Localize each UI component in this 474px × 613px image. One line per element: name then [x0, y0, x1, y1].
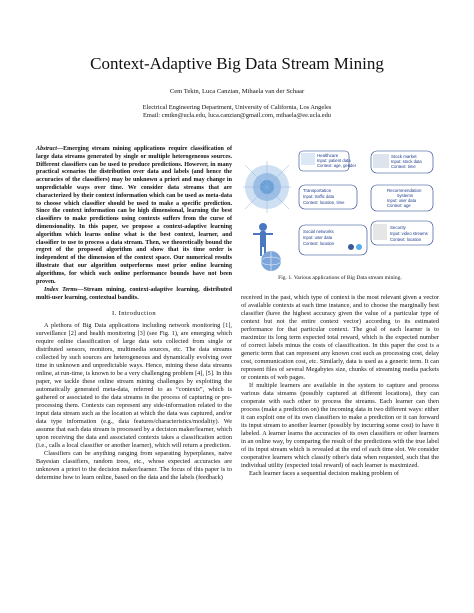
- security-box: [371, 221, 433, 245]
- social-networks-title: Social networks: [303, 229, 334, 234]
- healthcare-title: Healthcare: [317, 153, 339, 158]
- social-networks-box: [299, 225, 367, 255]
- right-paragraph-3: Each learner faces a sequential decision making problem of: [249, 470, 400, 477]
- healthcare-context: Context: age, gender: [317, 163, 357, 168]
- author-emails: Email: cmtkn@ucla.edu, luca.canzian@gmail.com, mihaela@ee.ucla.edu: [143, 112, 331, 119]
- affiliation: Electrical Engineering Department, University of California, Los Angeles: [142, 104, 332, 111]
- index-terms: [36, 287, 232, 303]
- index-terms-text: —Stream mining, context-adaptive learning, distributed multi-user learning, contextual bandits.: [36, 287, 233, 302]
- recommendation-box: [371, 185, 433, 211]
- index-terms-label: Index Terms: [44, 287, 78, 294]
- affiliation-block: [0, 104, 474, 120]
- abstract-text: —Emerging stream mining applications require classification of large data streams generated by single or multiple heterogeneous sources. Different classifiers can be used to produce predictions. However, in many practical scenarios the distribution over data and labels (and hence the accuracies of the classifiers) may be unknown a priori and may change in unpredictable ways over time. We consider data streams that are characterized by their context information which can be used as meta-data to choose which classifier should be used to make a specific prediction. Since the context information can be high dimensional, learning the best classifiers to make predictions using contexts suffers from the curse of dimensionality. In this paper, we propose a context-adaptive learning algorithm which learns online what is the best context, learner, and classifier to use to process a data stream. Then, we theoretically bound the regret of the proposed algorithm and show that its time order is independent of the dimension of the context space. Our numerical results illustrate that our algorithm outperforms most prior online learning algorithms, for which such online performance bounds have not been proven.: [36, 146, 232, 285]
- section-heading-introduction: I. Introduction: [111, 309, 157, 317]
- figure-1-caption: Fig. 1. Various applications of Big Data stream mining.: [278, 275, 402, 281]
- stock-market-box: [371, 151, 433, 173]
- paper-authors: Cem Tekin, Luca Canzian, Mihaela van der Schaar: [169, 88, 305, 95]
- transportation-context: Context: location, time: [303, 200, 345, 205]
- intro-paragraph-2: Classifiers can be anything ranging from separating hyperplanes, naive Bayesian classifiers, random trees, etc., whose expected accuracies are unknown a priori to the decision maker/learner. The focus of this paper is to determine how to learn online, based on the data and the labels (feedback): [36, 449, 232, 481]
- transportation-input: Input: traffic data: [303, 194, 335, 199]
- transportation-box: [299, 185, 357, 209]
- security-title: Security: [390, 225, 406, 230]
- transportation-title: Transportation: [303, 188, 332, 193]
- recommendation-input: Input: user data: [387, 198, 417, 203]
- paper-title: Context-Adaptive Big Data Stream Mining: [90, 54, 384, 73]
- figure-1: [241, 147, 439, 274]
- left-column: [36, 146, 232, 482]
- right-paragraph-2: If multiple learners are available in the system to capture and process various data streams (possibly captured at different locations), they can cooperate with each other to process the streams. Each learner can then process (make a prediction on) the incoming data in two different ways: either it can exploit one of its own classifiers to make a prediction or it can forward its input stream to another learner (possibly by incurring some cost) to have it labeled. A learner learns the accuracies of its own classifiers or other learners in an online way, by comparing the result of the predictions with the true label of its input stream which is revealed at the end of each time slot. We consider cooperative learners which classify other's data when requested, such that the individual utility (expected total reward) of each learner is maximized.: [241, 382, 439, 469]
- abstract-label: Abstract: [36, 146, 57, 152]
- social-networks-input: Input: user data: [303, 235, 333, 240]
- right-column: [241, 294, 439, 478]
- figure-1-diagram: [241, 147, 439, 274]
- intro-paragraph-1: A plethora of Big Data applications including network monitoring [1], surveillance [2] and health monitoring [3] (see Fig. 1), are emerging which require online classification of large data sets collected from single or distributed sensors, monitors, multimedia sources, etc. The data streams collected by such sources are heterogeneous and dynamically evolving over time in unknown and unpredictable ways. Hence, mining these data streams online, at run-time, is known to be a very challenging problem [4], [5]. In this paper, we tackle these online stream mining challenges by exploiting the automatically generated meta-data, referred to as “contexts”, which is gathered or associated to the data streams in the process of capturing or pre-processing them. Contexts can represent any side-information related to the input data stream such as the location at which the data was captured, and/or data type information (e.g., data features/characteristics/modality). We assume that each data stream is processed by a decision maker/learner, which upon receiving the data and associated contexts takes a classification action (i.e., calls a local classifier or another learner), which will return a prediction.: [36, 321, 232, 449]
- stock-market-input: Input: stock data: [391, 159, 422, 164]
- stock-market-title: Stock market: [391, 154, 417, 159]
- security-context: Context: location: [390, 237, 422, 242]
- recommendation-title-2: systems: [397, 193, 414, 198]
- stock-market-context: Context: time: [391, 164, 416, 169]
- right-paragraph-1: received in the past, which type of context is the most relevant given a vector of available contexts at each time instance, and to choose the marginally best classifier (have the highest accuracy given the value of a particular type of context but not the entire context vector) according to its estimated performance for that particular context. The goal of each learner is to maximize its long term expected total reward, which is the expected number of correct labels minus the costs of classification. In this paper the cost is a generic term that can represent any known cost such as processing cost, delay cost, communication cost, etc. Similarly, data is used as a generic term. It can represent files of several Megabytes size, chunks of streaming media packets or contents of web pages.: [241, 294, 439, 381]
- recommendation-context: Context: age: [387, 203, 411, 208]
- abstract: [36, 146, 232, 286]
- globe-graphic: [261, 251, 281, 271]
- security-input: Input: video streams: [390, 231, 428, 236]
- recommendation-title: Recommendation: [387, 188, 422, 193]
- social-networks-context: Context: location: [303, 241, 335, 246]
- healthcare-input: Input: patient data: [317, 158, 351, 163]
- healthcare-box: [299, 151, 357, 171]
